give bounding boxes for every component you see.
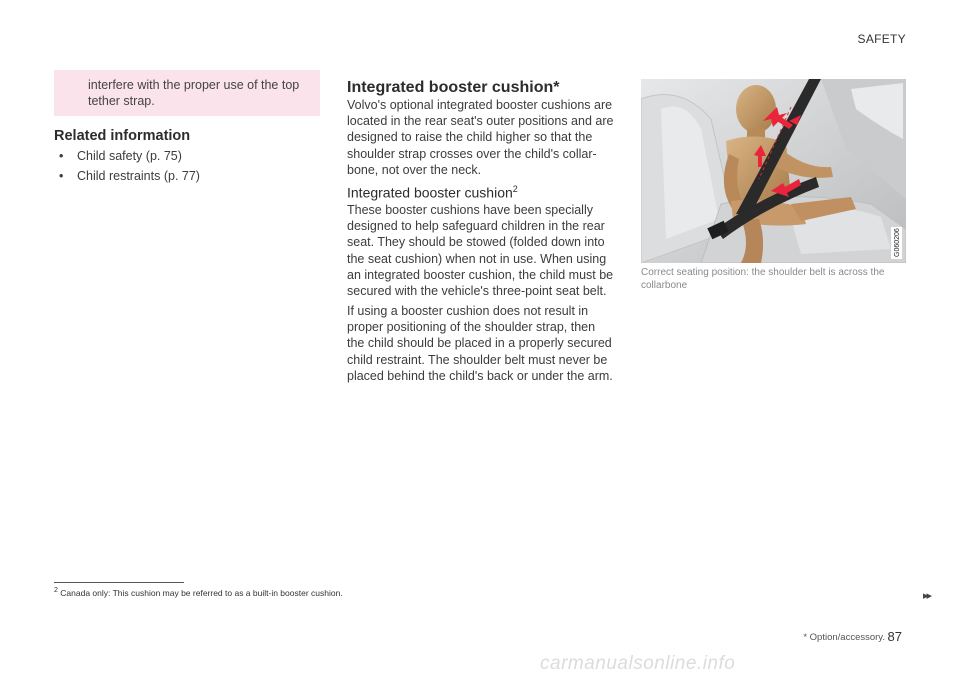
intro-paragraph: Volvo's optional integrated booster cushions are located in the rear seat's outer positions and are designed to raise the child higher so that the shoulder strap crosses over the child's collar-bone, not over the neck. [347, 98, 614, 177]
section-heading: Integrated booster cushion* [347, 79, 560, 96]
subheading [347, 184, 518, 201]
figure-code: G060206 [894, 228, 901, 257]
option-accessory-note: * Option/accessory. [803, 632, 885, 643]
footnote-number: 2 [54, 587, 58, 594]
footnote-text: Canada only: This cushion may be referred to as a built-in booster cushion. [60, 587, 343, 598]
subheading-text: Integrated booster cushion [347, 184, 513, 201]
warning-text: interfere with the proper use of the top tether strap. [88, 78, 300, 108]
next-page-arrow-icon[interactable]: ▸▸ [922, 590, 930, 602]
seat-belt-illustration [641, 79, 906, 263]
related-link-child-safety[interactable]: • Child safety (p. 75) [54, 146, 200, 166]
footnote [54, 587, 343, 598]
footnote-rule [54, 582, 184, 583]
watermark: carmanualsonline.info [540, 653, 736, 674]
figure-caption: Correct seating position: the shoulder belt is across the collarbone [641, 267, 885, 291]
related-link-child-restraints[interactable]: • Child restraints (p. 77) [54, 166, 200, 186]
paragraph-2: If using a booster cushion does not result in proper positioning of the shoulder strap, then the child should be placed in a properly secured child restraint. The shoulder belt must never be placed behind the child's back or under the arm. [347, 304, 613, 383]
related-information-list [54, 146, 200, 186]
paragraph-1: These booster cushions have been specially designed to help safeguard children in the rear seat. They should be stowed (folded down into the seat cushion) when not in use. When using an integrated booster cushion, the child must be secured with the vehicle's three-point seat belt. [347, 203, 614, 299]
related-information-heading: Related information [54, 128, 191, 144]
section-title: SAFETY [857, 32, 906, 46]
footnote-ref[interactable]: 2 [512, 184, 518, 194]
illustration-svg [641, 79, 906, 263]
page-number: 87 [887, 629, 902, 644]
